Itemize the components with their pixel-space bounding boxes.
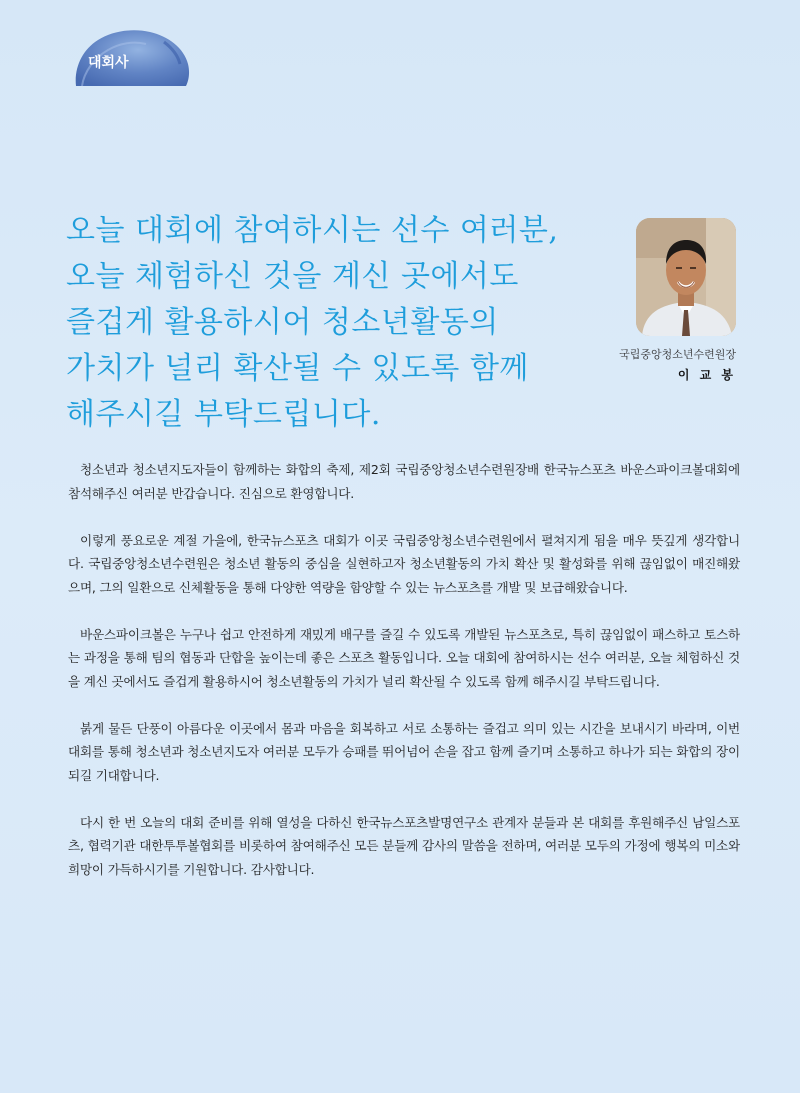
- body-paragraph: 붉게 물든 단풍이 아름다운 이곳에서 몸과 마음을 회복하고 서로 소통하는 즐겁고 의미 있는 시간을 보내시기 바라며, 이번 대회를 통해 청소년과 청소년지도자 여러분 모두가 승패를 뛰어넘어 손을 잡고 함께 즐기며 소통하고 하나가 되는 화합의 장이 되길 기대합니다.: [68, 720, 740, 783]
- portrait-photo-icon: [636, 218, 736, 336]
- body-paragraph: 청소년과 청소년지도자들이 함께하는 화합의 축제, 제2회 국립중앙청소년수련원장배 한국뉴스포츠 바운스파이크볼대회에 참석해주신 여러분 반갑습니다. 진심으로 환영합니다.: [68, 462, 740, 501]
- headline-line: 해주시길 부탁드립니다.: [66, 397, 381, 432]
- author-name: 이 교 봉: [677, 368, 736, 382]
- section-badge: [68, 28, 196, 90]
- headline-line: 가치가 널리 확산될 수 있도록 함께: [66, 351, 529, 386]
- body-paragraph: 이렇게 풍요로운 계절 가을에, 한국뉴스포츠 대회가 이곳 국립중앙청소년수련원에서 펼쳐지게 됨을 매우 뜻깊게 생각합니다. 국립중앙청소년수련원은 청소년 활동의 중심을 실현하고자 청소년활동의 가치 확산 및 활성화를 위해 끊임없이 매진해왔으며, 그의 일환으로 신체활동을 통해 다양한 역량을 함양할 수 있는 뉴스포츠를 개발 및 보급해왔습니다.: [68, 532, 740, 595]
- body-paragraph: 바운스파이크볼은 누구나 쉽고 안전하게 재밌게 배구를 즐길 수 있도록 개발된 뉴스포츠로, 특히 끊임없이 패스하고 토스하는 과정을 통해 팀의 협동과 단합을 높이는데 좋은 스포츠 활동입니다. 오늘 대회에 참여하시는 선수 여러분, 오늘 체험하신 것을 계신 곳에서도 즐겁게 활용하시어 청소년활동의 가치가 널리 확산될 수 있도록 함께 해주시길 부탁드립니다.: [68, 626, 740, 689]
- section-label: 대회사: [88, 55, 129, 71]
- headline-line: 오늘 대회에 참여하시는 선수 여러분,: [66, 213, 559, 248]
- headline-line: 오늘 체험하신 것을 계신 곳에서도: [66, 259, 519, 294]
- headline-quote: [66, 208, 586, 438]
- body-paragraph: 다시 한 번 오늘의 대회 준비를 위해 열성을 다하신 한국뉴스포츠발명연구소 관계자 분들과 본 대회를 후원해주신 남일스포츠, 협력기관 대한투투볼협회를 비롯하여 참여해주신 모든 분들께 감사의 말씀을 전하며, 여러분 모두의 가정에 행복의 미소와 희망이 가득하시기를 기원합니다. 감사합니다.: [68, 814, 740, 877]
- author-portrait: [636, 218, 736, 336]
- author-title: 국립중앙청소년수련원장: [619, 348, 736, 361]
- headline-line: 즐겁게 활용하시어 청소년활동의: [66, 305, 499, 340]
- body-text: [68, 458, 740, 905]
